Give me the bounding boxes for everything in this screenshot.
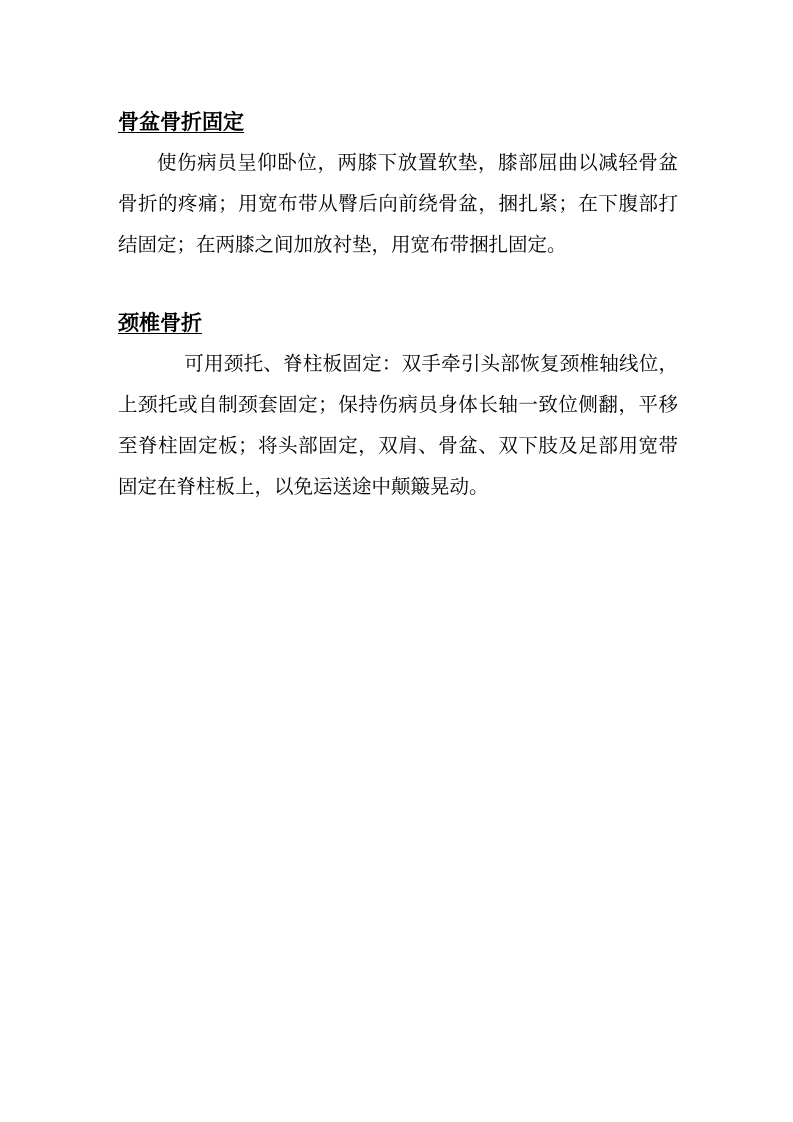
section-pelvic-fracture: [118, 108, 678, 265]
section-cervical-fracture: [118, 309, 678, 507]
section-body: 可用颈托、脊柱板固定：双手牵引头部恢复颈椎轴线位，上颈托或自制颈套固定；保持伤病员身体长轴一致位侧翻，平移至脊柱固定板；将头部固定，双肩、骨盆、双下肢及足部用宽带固定在脊柱板上，以免运送途中颠簸晃动。: [118, 352, 678, 498]
section-heading: 骨盆骨折固定: [118, 110, 244, 134]
section-heading: 颈椎骨折: [118, 311, 202, 335]
section-body: 使伤病员呈仰卧位，两膝下放置软垫，膝部屈曲以减轻骨盆骨折的疼痛；用宽布带从臀后向前绕骨盆，捆扎紧；在下腹部打结固定；在两膝之间加放衬垫，用宽布带捆扎固定。: [118, 151, 678, 256]
